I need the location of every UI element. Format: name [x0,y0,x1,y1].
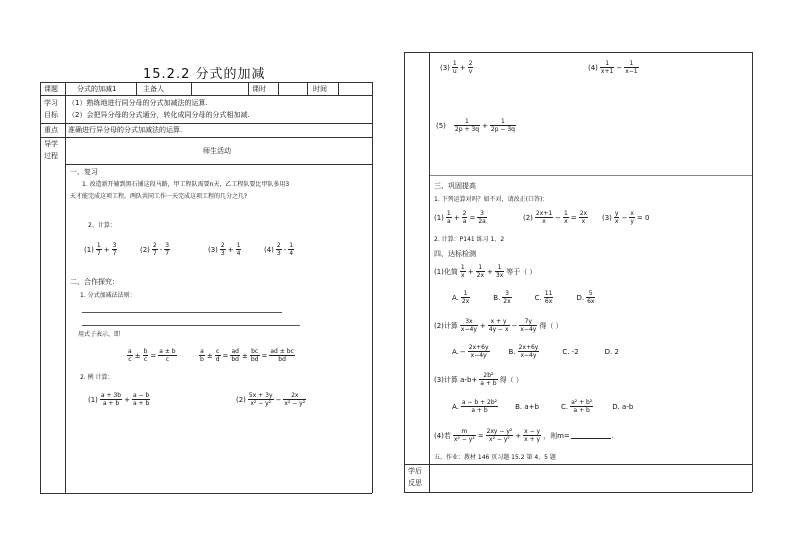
goals-label: 学习 [44,99,58,107]
calc-3: (3) $\frac{2}{3}$ + $\frac{1}{4}$ [208,242,241,257]
review-q1-line1: 1. 改造新开辅到黑石铺这段马路，甲工程队需要n天，乙工程队要比甲队多用3 [82,181,290,188]
q1-item-3: (3) $\frac{y}{x}$ − $\frac{x}{y}$ = 0 [602,210,650,225]
consolidate-q2: 2. 计算：P141 练习 1、2 [434,236,505,243]
header-author: 主备人 [143,85,164,93]
example-2: (2) $\frac{5x + 3y}{\text{x² − y²}}$ − $\frac{2x}{\text{x² − y²}}$ [236,392,306,407]
example-1: (1) $\frac{a + 3b}{a + b}$ + $\frac{a - b}{a + b}$ [88,392,150,407]
guide-label-2: 过程 [44,152,58,160]
review-q2: 2、计算： [88,222,116,229]
calc-1: (1) $\frac{1}{7}$ + $\frac{3}{7}$ [84,242,117,257]
practice-4: (4) $\frac{1}{x+1}$ − $\frac{1}{x-1}$ [588,60,638,75]
header-period: 课时 [252,85,266,93]
review-q1-line2: 天才能完成这项工程，两队共同工作一天完成这项工程的几分之几? [70,193,248,200]
page-title: 15.2.2 分式的加减 [143,67,266,82]
coop-title: 二、合作探究： [70,278,119,286]
reflect-label-2: 反思 [408,479,422,487]
header-course: 课题 [44,85,58,93]
formula-same-denominator: $\frac{a}{c}$ ± $\frac{b}{c}$ = $\frac{a \pm b}{c}$ [128,348,176,363]
goals-label-2: 目标 [44,111,58,119]
key-label: 重点 [44,126,58,134]
review-title: 一、复习 [70,168,98,176]
formula-diff-denominator: $\frac{a}{b}$ ± $\frac{c}{d}$ = $\frac{ad}{bd}$ ± $\frac{bc}{bd}$ = $\frac{ad \pm bc}{bd}$ [200,348,294,363]
calc-4: (4) $\frac{2}{3}$ - $\frac{1}{4}$ [264,242,294,257]
key-text: 准确进行异分母的分式加减法的运算. [68,126,183,134]
teacher-student-heading: 师生活动 [203,147,231,155]
check-title: 四、达标检测 [434,250,476,258]
check-1-options: A. $\frac{1}{2x}$ B. $\frac{3}{2x}$ C. $\frac{11}{6x}$ D. $\frac{5}{6x}$ [452,290,595,305]
guide-label: 导学 [44,140,58,148]
header-time: 时间 [313,85,327,93]
q1-item-2: (2) $\frac{2x+1}{x}$ − $\frac{1}{x}$ = $\frac{2x}{x}$ [523,210,588,225]
check-3: (3)计算 a-b+ $\frac{\text{2b²}}{a + b}$ 得（ ） [434,372,523,387]
homework: 五、作业：教材 146 页习题 15.2 第 4、5 题 [434,454,556,461]
check-4: (4)若 $\frac{m}{\text{x² − y²}}$ = $\frac{\text{2xy − y²}}{\text{x² − y²}}$ + $\frac{x - y}{x + y}$ ，则m= . [434,428,615,443]
formula-label: 用式子表示，即 [78,331,121,338]
q1-item-1: (1) $\frac{1}{a}$ + $\frac{2}{a}$ = $\frac{3}{2a}$ [434,210,486,225]
check-2: (2)计算 $\frac{3x}{x-4y}$ + $\frac{x + y}{4y - x}$ − $\frac{7y}{x-4y}$ 得（ ） [434,318,563,333]
answer-blank[interactable] [571,432,611,439]
practice-5: (5) $\frac{1}{2p + 3q}$ + $\frac{1}{2p - 3q}$ [436,118,515,133]
goal-2: （2）会把异分母的分式通分，转化成同分母的分式相加减. [68,111,250,119]
consolidate-title: 三、巩固提高 [434,182,476,190]
practice-3: (3) $\frac{1}{u}$ + $\frac{2}{v}$ [440,60,473,75]
rule-label: 1. 分式加减法法则： [80,292,136,299]
goal-1: （1）熟练地进行同分母的分式加减法的运算. [68,99,208,107]
reflect-label: 学后 [408,467,422,475]
consolidate-q1: 1. 下列运算对吗？如不对，请改正(口答)： [434,196,549,203]
calc-2: (2) $\frac{2}{7}$ - $\frac{3}{7}$ [140,242,170,257]
check-1: (1)化简 $\frac{1}{x}$ + $\frac{1}{2x}$ + $\frac{1}{3x}$ 等于（ ） [434,264,537,279]
header-topic: 分式的加减1 [77,85,117,93]
check-3-options: A. $\frac{\text{a − b + 2b²}}{a + b}$ B. a+b C. $\frac{\text{a² + b²}}{a + b}$ D. a-b [452,399,634,414]
example-label: 2. 例 计算： [80,374,114,381]
check-2-options: A. − $\frac{2x+6y}{x-4y}$ B. $\frac{2x+6y}{x-4y}$ C. -2 D. 2 [452,344,619,359]
